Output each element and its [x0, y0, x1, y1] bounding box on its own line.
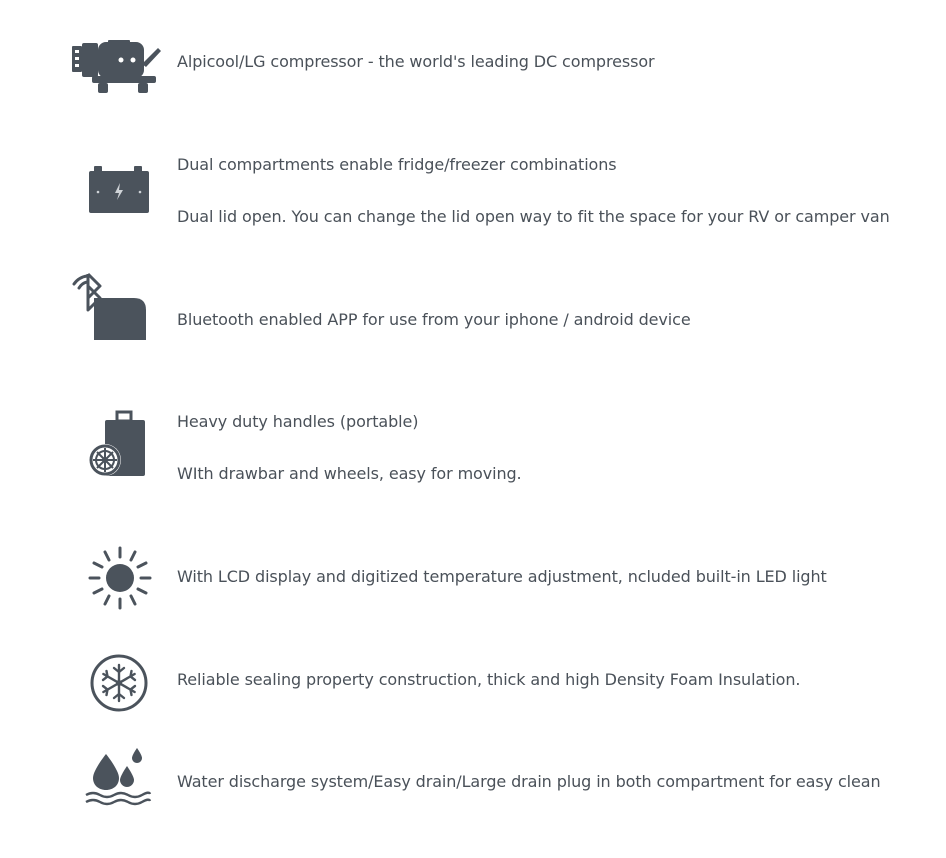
feature-text: WIth drawbar and wheels, easy for moving. — [177, 464, 522, 483]
feature-text: Alpicool/LG compressor - the world's leading DC compressor — [177, 52, 655, 71]
sun-light-icon — [88, 546, 152, 610]
battery-compartment-icon — [88, 166, 150, 214]
feature-text: Dual compartments enable fridge/freezer combinations — [177, 155, 617, 174]
wheeled-handle-icon — [87, 410, 149, 478]
bluetooth-icon — [70, 268, 150, 342]
compressor-icon — [70, 40, 162, 94]
feature-text: Reliable sealing property construction, thick and high Density Foam Insulation. — [177, 670, 801, 689]
feature-text: Dual lid open. You can change the lid open way to fit the space for your RV or camper van — [177, 207, 890, 226]
snowflake-insulation-icon — [89, 653, 149, 713]
feature-text: Heavy duty handles (portable) — [177, 412, 419, 431]
feature-text: With LCD display and digitized temperature adjustment, ncluded built-in LED light — [177, 567, 827, 586]
water-drain-icon — [84, 748, 152, 808]
feature-text: Water discharge system/Easy drain/Large drain plug in both compartment for easy clean — [177, 772, 881, 791]
feature-text: Bluetooth enabled APP for use from your iphone / android device — [177, 310, 691, 329]
